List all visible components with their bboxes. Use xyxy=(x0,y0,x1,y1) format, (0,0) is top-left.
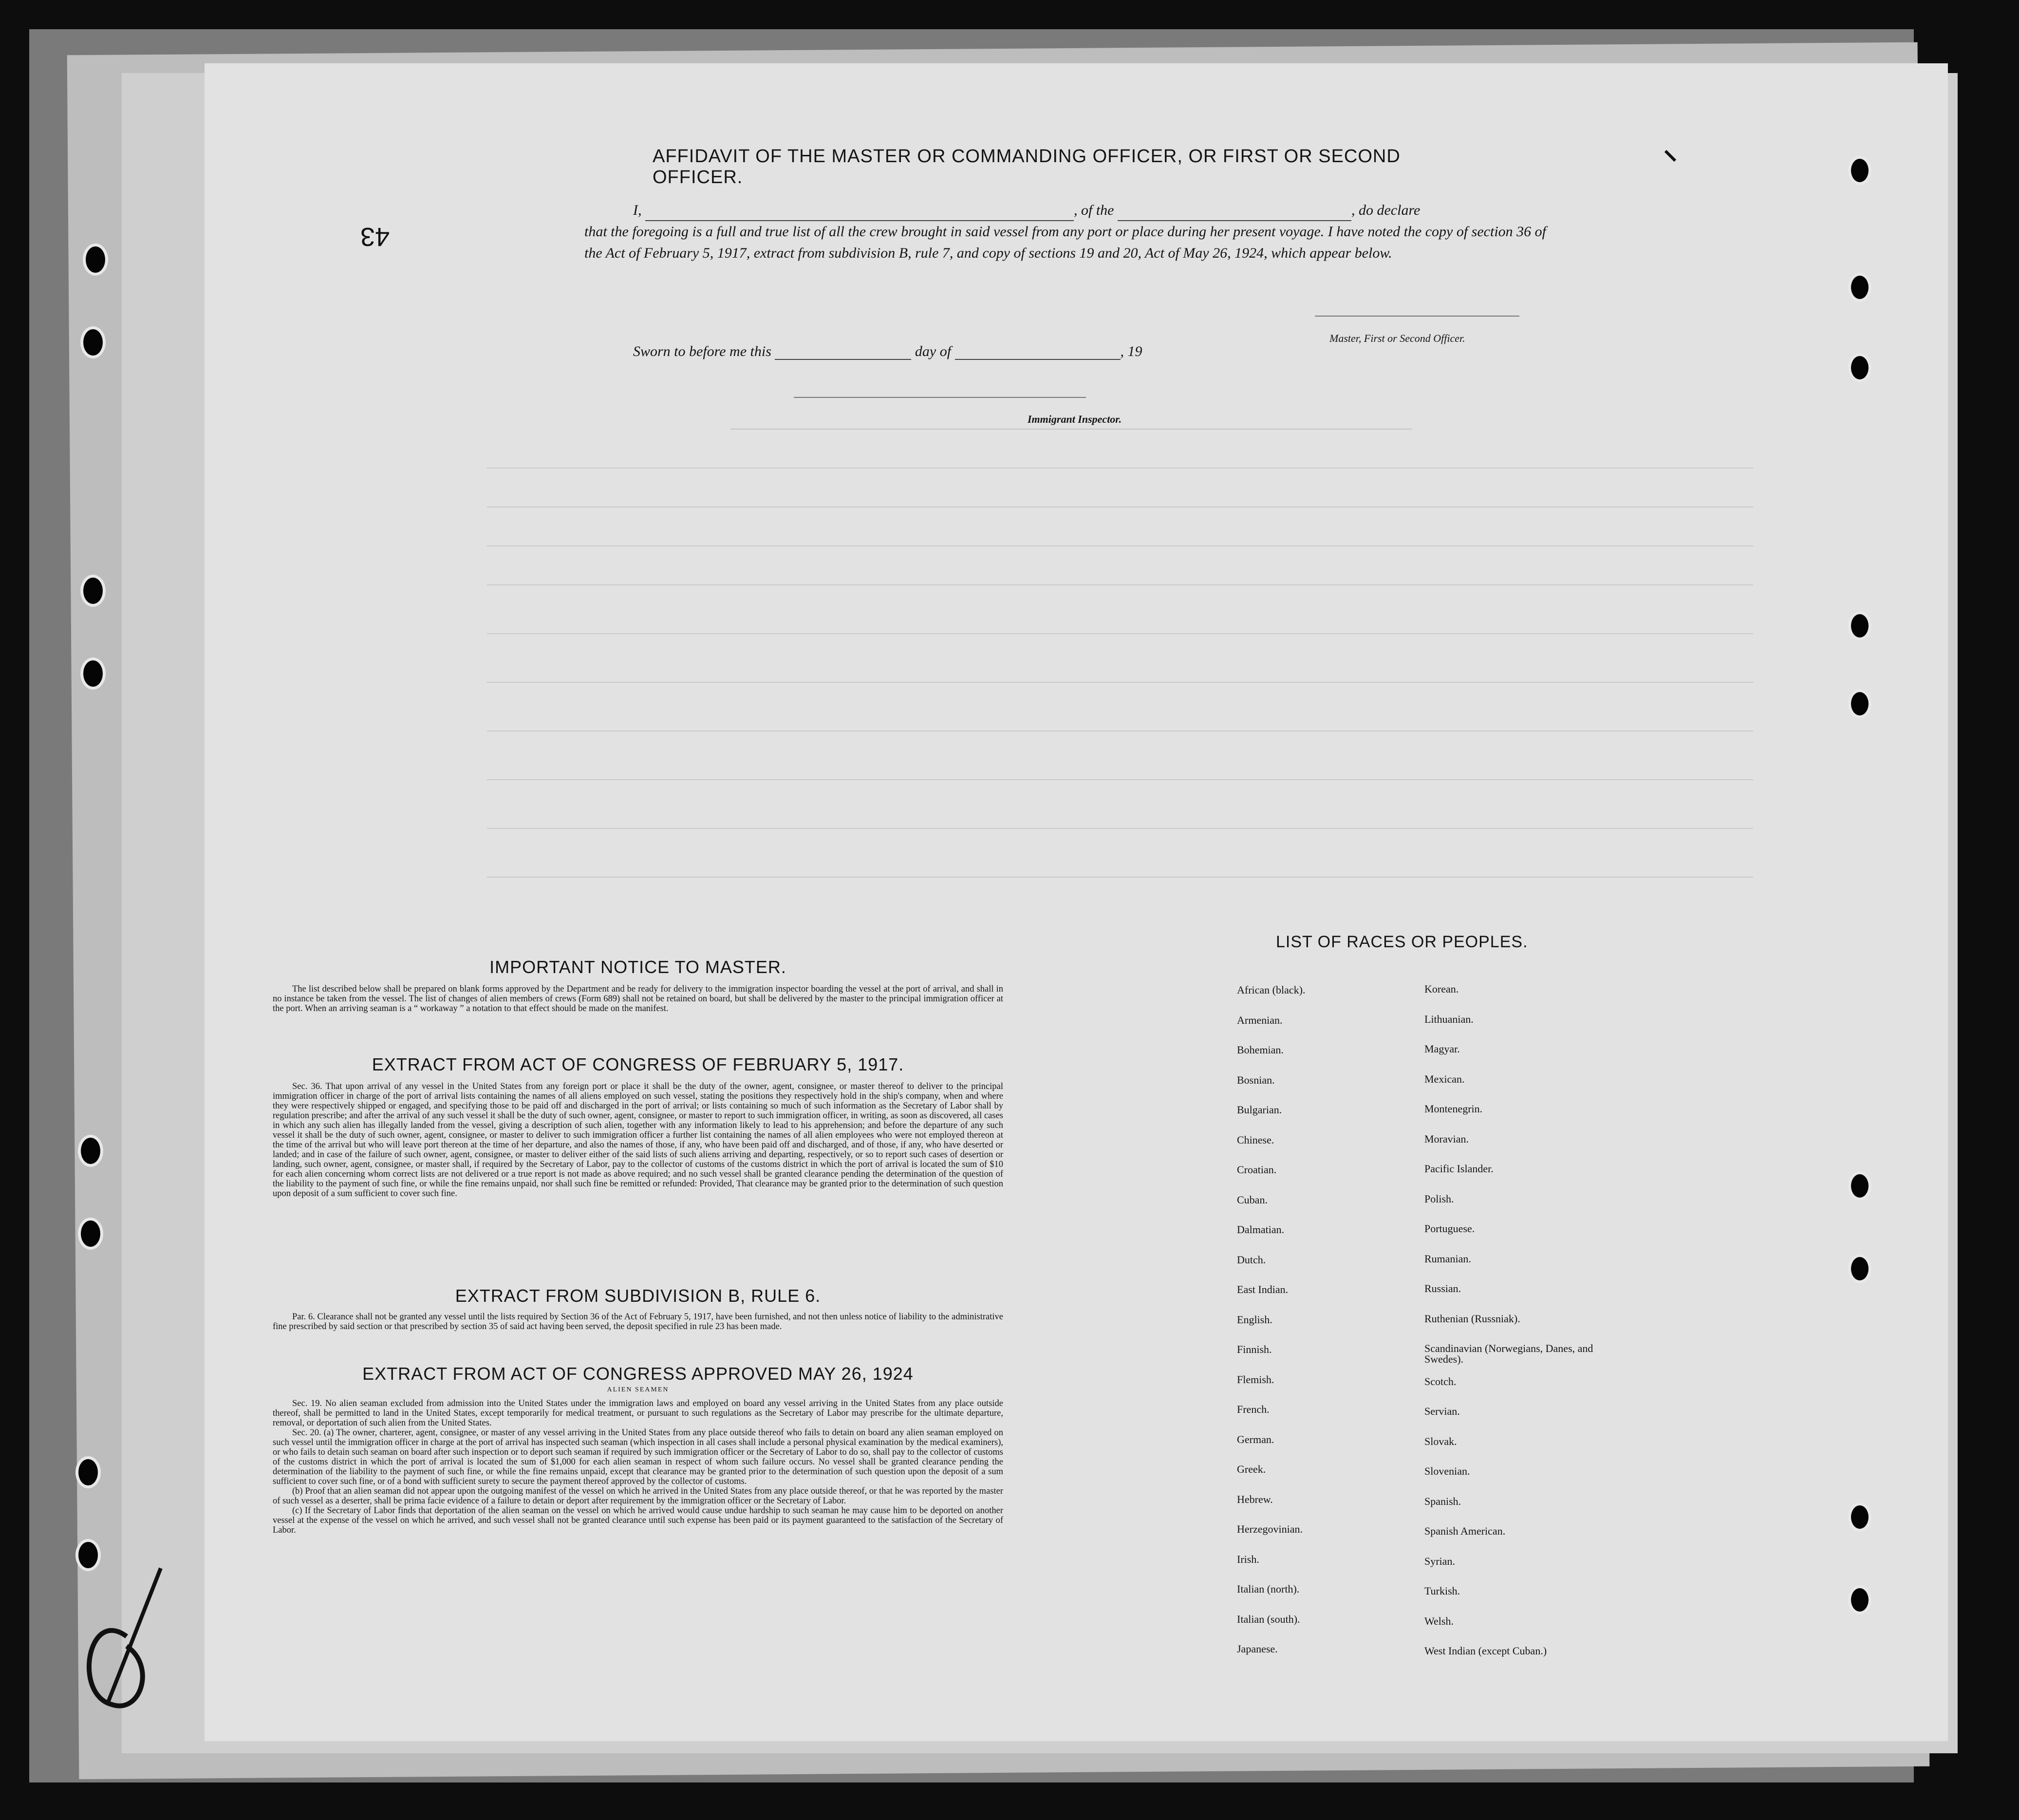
race-item: Lithuanian. xyxy=(1424,1013,1474,1025)
extract-1917-heading: EXTRACT FROM ACT OF CONGRESS OF FEBRUARY 5, 1917. xyxy=(372,1054,904,1074)
section-20c-text: (c) If the Secretary of Labor finds that deportation of the alien seaman on the vessel on which he arrived would cause undue hardship to such seaman he may cause him to be deported on another vessel at the expense of the vessel on which he arrived, and such vessel shall not be granted clearance until such expense has been paid or its payment guaranteed to the satisfaction of the Secretary of Labor. xyxy=(273,1506,1003,1535)
race-item: Herzegovinian. xyxy=(1237,1523,1303,1535)
race-item: Cuban. xyxy=(1237,1193,1268,1206)
inspector-caption: Immigrant Inspector. xyxy=(1028,413,1122,425)
race-item: Scandinavian (Norwegians, Danes, and Swedes). xyxy=(1424,1342,1593,1365)
race-item: Italian (north). xyxy=(1237,1583,1300,1595)
race-item: Italian (south). xyxy=(1237,1613,1300,1625)
races-title: LIST OF RACES OR PEOPLES. xyxy=(1276,933,1528,951)
race-item: Chinese. xyxy=(1237,1133,1274,1146)
race-item: Welsh. xyxy=(1424,1614,1454,1627)
race-item: Scotch. xyxy=(1424,1375,1457,1388)
race-item: Irish. xyxy=(1237,1553,1259,1565)
sworn-prefix: Sworn to before me this xyxy=(633,343,771,359)
race-item: Slovak. xyxy=(1424,1435,1457,1447)
race-item: French. xyxy=(1237,1403,1270,1415)
race-item: Magyar. xyxy=(1424,1043,1460,1055)
section-20b-text: (b) Proof that an alien seaman did not appear upon the outgoing manifest of the vessel on which he arrived in the United States from any place outside thereof, or that he was reported by the master of such vessel as a deserter, shall be prima facie evidence of a failure to detain or deport after requirement by the immigration officer or the Secretary of Labor. xyxy=(273,1486,1003,1506)
race-item: Ruthenian (Russniak). xyxy=(1424,1312,1520,1325)
race-item: African (black). xyxy=(1237,984,1306,996)
race-item: Mexican. xyxy=(1424,1072,1465,1085)
race-item: Greek. xyxy=(1237,1463,1266,1475)
notice-heading: IMPORTANT NOTICE TO MASTER. xyxy=(489,957,786,977)
affidavit-i-label: I, xyxy=(633,202,642,218)
extract-rule6-text: Par. 6. Clearance shall not be granted any vessel until the lists required by Section 36 of the Act of February 5, 1917, have been furnished, and not then unless notice of liability to the administrative fine prescribed by said section or that prescribed by section 35 of said act having been served, the deposit specified in rule 23 has been made. xyxy=(273,1312,1003,1332)
race-item: Moravian. xyxy=(1424,1132,1469,1145)
race-item: German. xyxy=(1237,1433,1274,1445)
race-item: Dalmatian. xyxy=(1237,1223,1285,1236)
race-item: Dutch. xyxy=(1237,1253,1266,1266)
extract-1917-text: Sec. 36. That upon arrival of any vessel in the United States from any foreign port or place it shall be the duty of the owner, agent, consignee, or master thereof to deliver to the principal immigration officer in charge of the port of arrival lists containing the names of all aliens employed on such vessel, stating the positions they respectively hold in the ship's company, when and where they were respectively shipped or engaged, and specifying those to be paid off and discharged in the port of arrival; or lists containing so much of such information as the Secretary of Labor shall by regulation prescribe; and after the arrival of any such vessel it shall be the duty of such owner, agent, consignee, or master to report to such immigration officer, in writing, as soon as discovered, all cases in which any such alien has illegally landed from the vessel, giving a description of such alien, together with any information likely to lead to his apprehension; and before the departure of any such vessel it shall be the duty of such owner, agent, consignee, or master to deliver to such immigration officer a further list containing the names of all alien employees who were not employed thereon at the time of the arrival but who will leave port thereon at the time of her departure, and also the names of those, if any, who have been paid off and discharged, and of those, if any, who have deserted or landed; and in case of the failure of such owner, agent, consignee, or master to deliver either of the said lists of such aliens arriving and departing, respectively, or so to report such cases of desertion or landing, such owner, agent, consignee, or master shall, if required by the Secretary of Labor, pay to the collector of customs of the customs district in which the port of arrival is located the sum of $10 for each alien concerning whom correct lists are not delivered or a true report is not made as above required; and no such vessel shall be granted clearance pending the determination of the question of the liability to the payment of such fine, or while the fine remains unpaid, nor shall such fine be remitted or refunded: Provided, That clearance may be granted prior to the determination of such question upon deposit of a sum sufficient to cover such fine. xyxy=(273,1082,1003,1199)
race-item: Slovenian. xyxy=(1424,1465,1470,1477)
section-20a-text: Sec. 20. (a) The owner, charterer, agent, consignee, or master of any vessel arriving in the United States from any place outside thereof who fails to detain on board any alien seaman employed on such vessel until the immigration officer in charge at the port of arrival has inspected such seaman (which inspection in all cases shall include a personal physical examination by the medical examiners), or who fails to detain such seaman on board after such inspection or to deport such seaman if required by such immigration officer or the Secretary of Labor to do so, shall pay to the collector of customs of the customs district in which the port of arrival is located the sum of $1,000 for each alien seaman in respect of whom such failure occurs. No vessel shall be granted clearance pending the determination of the liability to the payment of such fine, or while the fine remains unpaid, except that clearance may be granted prior to the determination of such question upon the deposit of a sum sufficient to cover such fine, or of a bond with sufficient surety to secure the payment thereof approved by the collector of customs. xyxy=(273,1428,1003,1486)
race-item: Bohemian. xyxy=(1237,1044,1284,1056)
race-item: East Indian. xyxy=(1237,1283,1289,1295)
section-19-text: Sec. 19. No alien seaman excluded from admission into the United States under the immigration laws and employed on board any vessel arriving in the United States from any place outside thereof, shall be permitted to land in the United States, except temporarily for medical treatment, or pursuant to such regulations as the Secretary of Labor may prescribe for the ultimate departure, removal, or deportation of such alien from the United States. xyxy=(273,1399,1003,1428)
race-item: Bosnian. xyxy=(1237,1073,1275,1086)
race-item: Japanese. xyxy=(1237,1643,1278,1655)
race-item: Armenian. xyxy=(1237,1013,1283,1026)
race-item: Servian. xyxy=(1424,1405,1460,1417)
race-item: Turkish. xyxy=(1424,1585,1460,1597)
race-item: West Indian (except Cuban.) xyxy=(1424,1645,1547,1657)
race-item: Spanish. xyxy=(1424,1495,1461,1507)
page-number: 43 xyxy=(360,222,390,251)
race-item: Polish. xyxy=(1424,1192,1454,1205)
of-the-label: , of the xyxy=(1074,202,1114,218)
extract-1924-subheading: ALIEN SEAMEN xyxy=(607,1386,669,1393)
notice-text: The list described below shall be prepared on blank forms approved by the Department and be ready for delivery to the immigration inspector boarding the vessel at the port of arrival, and shall in no instance be taken from the vessel. The list of changes of alien members of crews (Form 689) shall not be retained on board, but shall be delivered by the master to the principal immigration officer at the port. When an arriving seaman is a “ workaway ” a notation to that effect should be made on the manifest. xyxy=(273,984,1003,1013)
affidavit-statement: that the foregoing is a full and true list of all the crew brought in said vessel from any port or place during her present voyage. I have noted the copy of section 36 of the Act of February 5, 1917, extract from subdivision B, rule 7, and copy of sections 19 and 20, Act of May 26, 1924, which appear below. xyxy=(584,224,1546,261)
race-item: Finnish. xyxy=(1237,1343,1272,1355)
race-item: Spanish American. xyxy=(1424,1525,1506,1537)
master-caption: Master, First or Second Officer. xyxy=(1329,332,1465,344)
race-item: Hebrew. xyxy=(1237,1493,1273,1505)
extract-rule6-heading: EXTRACT FROM SUBDIVISION B, RULE 6. xyxy=(455,1286,821,1306)
race-item: Bulgarian. xyxy=(1237,1104,1282,1116)
race-item: Portuguese. xyxy=(1424,1222,1475,1235)
race-item: Rumanian. xyxy=(1424,1252,1471,1265)
race-item: Korean. xyxy=(1424,983,1459,995)
race-item: English. xyxy=(1237,1313,1272,1326)
day-of-label: day of xyxy=(915,343,952,359)
race-item: Montenegrin. xyxy=(1424,1103,1483,1115)
extract-1924-heading: EXTRACT FROM ACT OF CONGRESS APPROVED MAY 26, 1924 xyxy=(362,1364,914,1384)
year-label: , 19 xyxy=(1120,343,1142,359)
race-item: Syrian. xyxy=(1424,1555,1455,1567)
declare-label: , do declare xyxy=(1351,202,1421,218)
race-item: Flemish. xyxy=(1237,1373,1274,1386)
race-item: Pacific Islander. xyxy=(1424,1163,1494,1175)
affidavit-title: AFFIDAVIT OF THE MASTER OR COMMANDING OFFICER, OR FIRST OR SECOND OFFICER. xyxy=(653,146,1401,188)
race-item: Russian. xyxy=(1424,1282,1461,1295)
race-item: Croatian. xyxy=(1237,1163,1277,1176)
